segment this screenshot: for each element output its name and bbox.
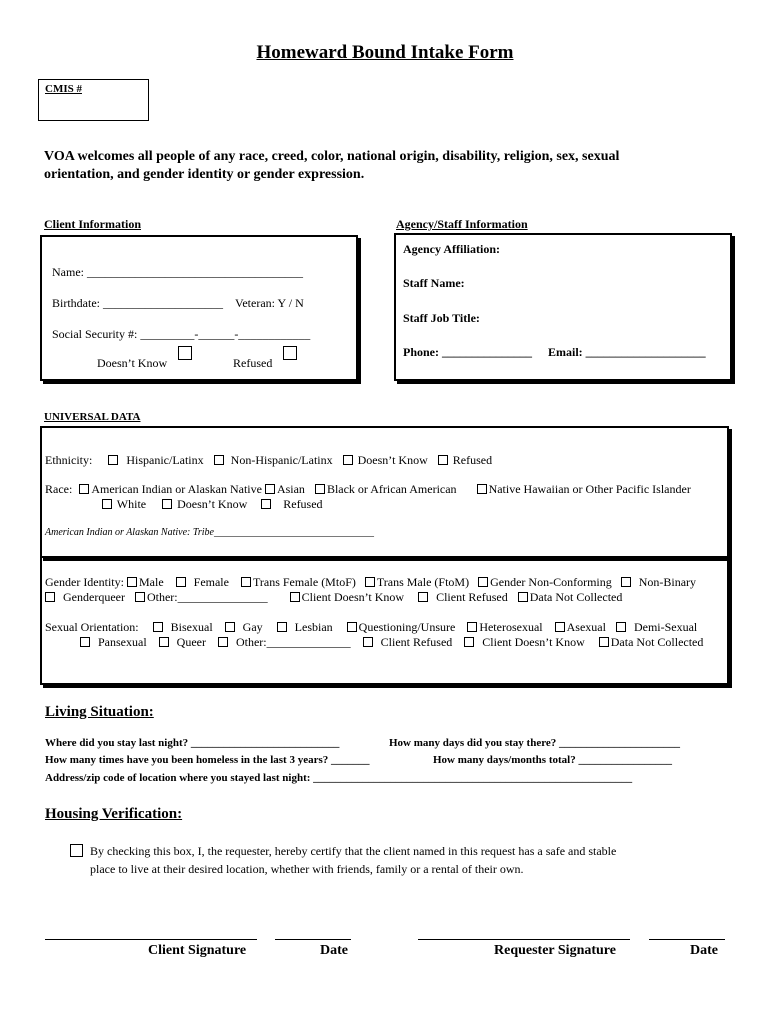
days-months-total-field[interactable]: How many days/months total? _________________ bbox=[433, 754, 672, 766]
gender-option: Trans Male (FtoM) bbox=[376, 575, 470, 589]
race-american-indian-checkbox[interactable] bbox=[79, 484, 89, 494]
ethnicity-option: Hispanic/Latinx bbox=[126, 453, 204, 467]
gender-option: Client Refused bbox=[436, 590, 508, 604]
requester-signature-label: Requester Signature bbox=[494, 943, 616, 958]
orientation-row-1 bbox=[45, 620, 697, 635]
race-doesnt-know-checkbox[interactable] bbox=[162, 499, 172, 509]
orientation-option: Demi-Sexual bbox=[633, 620, 698, 634]
race-option: Native Hawaiian or Other Pacific Islander bbox=[488, 482, 691, 496]
agency-affiliation-field[interactable]: Agency Affiliation: bbox=[403, 242, 500, 256]
phone-field[interactable]: Phone: _______________ bbox=[403, 345, 532, 359]
gender-option: Genderqueer bbox=[63, 590, 125, 604]
welcome-statement bbox=[44, 148, 619, 184]
address-zip-field[interactable]: Address/zip code of location where you stayed last night: __________________________________________________________ bbox=[45, 772, 633, 784]
gender-option: Trans Female (MtoF) bbox=[252, 575, 356, 589]
tribe-field[interactable]: American Indian or Alaskan Native: Tribe________________________________ bbox=[45, 527, 374, 538]
orientation-data-not-collected-checkbox[interactable] bbox=[599, 637, 609, 647]
requester-date-label: Date bbox=[690, 943, 718, 958]
welcome-line-1: VOA welcomes all people of any race, creed, color, national origin, disability, religion, sex, sexual bbox=[44, 149, 620, 164]
race-native-hawaiian-checkbox[interactable] bbox=[477, 484, 487, 494]
orientation-demi-sexual-checkbox[interactable] bbox=[616, 622, 626, 632]
race-asian-checkbox[interactable] bbox=[265, 484, 275, 494]
cmis-label: CMIS # bbox=[45, 83, 82, 95]
ethnicity-label: Ethnicity: bbox=[45, 453, 93, 467]
gender-other-checkbox[interactable] bbox=[135, 592, 145, 602]
race-white-checkbox[interactable] bbox=[102, 499, 112, 509]
gender-other-field[interactable]: Other:_______________ bbox=[146, 590, 268, 604]
race-option: Refused bbox=[283, 497, 323, 511]
orientation-other-field[interactable]: Other:______________ bbox=[235, 635, 351, 649]
gender-trans-female-checkbox[interactable] bbox=[241, 577, 251, 587]
orientation-row-2 bbox=[80, 635, 703, 650]
gender-option: Non-Binary bbox=[638, 575, 697, 589]
ssn-doesnt-know-label: Doesn’t Know bbox=[97, 356, 168, 370]
gender-option: Male bbox=[138, 575, 164, 589]
orientation-lesbian-checkbox[interactable] bbox=[277, 622, 287, 632]
days-stayed-field[interactable]: How many days did you stay there? ______________________ bbox=[389, 737, 681, 749]
client-info-heading: Client Information bbox=[44, 217, 141, 231]
ethnicity-doesnt-know-checkbox[interactable] bbox=[343, 455, 353, 465]
ethnicity-non-hispanic-checkbox[interactable] bbox=[214, 455, 224, 465]
gender-data-not-collected-checkbox[interactable] bbox=[518, 592, 528, 602]
gender-non-binary-checkbox[interactable] bbox=[621, 577, 631, 587]
orientation-option: Questioning/Unsure bbox=[358, 620, 456, 634]
gender-genderqueer-checkbox[interactable] bbox=[45, 592, 55, 602]
race-option: American Indian or Alaskan Native bbox=[91, 482, 262, 496]
gender-option: Female bbox=[193, 575, 229, 589]
gender-label: Gender Identity: bbox=[45, 575, 124, 589]
welcome-line-2: orientation, and gender identity or gender expression. bbox=[44, 167, 365, 182]
orientation-client-doesnt-know-checkbox[interactable] bbox=[464, 637, 474, 647]
universal-data-heading: UNIVERSAL DATA bbox=[44, 411, 141, 423]
race-option: Black or African American bbox=[326, 482, 457, 496]
gender-option: Data Not Collected bbox=[529, 590, 623, 604]
orientation-other-checkbox[interactable] bbox=[218, 637, 228, 647]
orientation-pansexual-checkbox[interactable] bbox=[80, 637, 90, 647]
orientation-bisexual-checkbox[interactable] bbox=[153, 622, 163, 632]
last-night-field[interactable]: Where did you stay last night? ___________________________ bbox=[45, 737, 340, 749]
orientation-option: Client Doesn’t Know bbox=[482, 635, 585, 649]
orientation-option: Asexual bbox=[566, 620, 606, 634]
housing-line-2: place to live at their desired location, whether with friends, family or a rental of their own. bbox=[90, 862, 524, 876]
cmis-box[interactable] bbox=[38, 79, 149, 121]
email-field[interactable]: Email: ____________________ bbox=[548, 345, 706, 359]
orientation-asexual-checkbox[interactable] bbox=[555, 622, 565, 632]
ethnicity-hispanic-checkbox[interactable] bbox=[108, 455, 118, 465]
housing-certification-text bbox=[90, 842, 616, 878]
living-situation-heading: Living Situation: bbox=[45, 704, 154, 720]
ssn-refused-label: Refused bbox=[233, 356, 273, 370]
agency-info-box bbox=[394, 233, 732, 381]
orientation-questioning-checkbox[interactable] bbox=[347, 622, 357, 632]
gender-row-2 bbox=[45, 590, 622, 605]
gender-option: Client Doesn’t Know bbox=[301, 590, 405, 604]
staff-job-title-field[interactable]: Staff Job Title: bbox=[403, 311, 480, 325]
gender-non-conforming-checkbox[interactable] bbox=[478, 577, 488, 587]
orientation-option: Client Refused bbox=[380, 635, 453, 649]
gender-client-doesnt-know-checkbox[interactable] bbox=[290, 592, 300, 602]
race-refused-checkbox[interactable] bbox=[261, 499, 271, 509]
housing-verification-heading: Housing Verification: bbox=[45, 806, 183, 822]
race-row-2 bbox=[102, 497, 323, 512]
race-option: Doesn’t Know bbox=[177, 497, 248, 511]
gender-male-checkbox[interactable] bbox=[127, 577, 137, 587]
agency-info-heading: Agency/Staff Information bbox=[396, 217, 528, 231]
orientation-gay-checkbox[interactable] bbox=[225, 622, 235, 632]
requester-signature-line[interactable] bbox=[418, 939, 630, 940]
race-option: White bbox=[116, 497, 147, 511]
orientation-label: Sexual Orientation: bbox=[45, 620, 139, 634]
veteran-field[interactable]: Veteran: Y / N bbox=[235, 296, 304, 310]
gender-trans-male-checkbox[interactable] bbox=[365, 577, 375, 587]
client-signature-line[interactable] bbox=[45, 939, 257, 940]
orientation-option: Bisexual bbox=[170, 620, 213, 634]
gender-client-refused-checkbox[interactable] bbox=[418, 592, 428, 602]
client-info-box bbox=[40, 235, 358, 381]
race-black-checkbox[interactable] bbox=[315, 484, 325, 494]
name-field[interactable]: Name: ____________________________________ bbox=[52, 265, 303, 279]
orientation-option: Heterosexual bbox=[479, 620, 543, 634]
orientation-option: Pansexual bbox=[98, 635, 147, 649]
gender-option: Gender Non-Conforming bbox=[490, 575, 612, 589]
ethnicity-refused-checkbox[interactable] bbox=[438, 455, 448, 465]
gender-row-1 bbox=[45, 575, 696, 590]
orientation-option: Data Not Collected bbox=[610, 635, 704, 649]
staff-name-field[interactable]: Staff Name: bbox=[403, 276, 465, 290]
orientation-option: Queer bbox=[176, 635, 206, 649]
ssn-field[interactable]: Social Security #: _________-______-____________ bbox=[52, 327, 311, 341]
race-row-1 bbox=[45, 482, 691, 497]
ethnicity-option: Non-Hispanic/Latinx bbox=[230, 453, 333, 467]
requester-date-line[interactable] bbox=[649, 939, 725, 940]
times-homeless-field[interactable]: How many times have you been homeless in the last 3 years? _______ bbox=[45, 754, 370, 766]
orientation-option: Lesbian bbox=[294, 620, 333, 634]
client-signature-label: Client Signature bbox=[148, 943, 247, 958]
client-date-line[interactable] bbox=[275, 939, 351, 940]
ethnicity-option: Refused bbox=[452, 453, 493, 467]
ethnicity-row bbox=[45, 453, 492, 468]
ssn-doesnt-know-checkbox[interactable] bbox=[178, 346, 192, 360]
page-title: Homeward Bound Intake Form bbox=[256, 42, 514, 63]
orientation-queer-checkbox[interactable] bbox=[159, 637, 169, 647]
race-label: Race: bbox=[45, 482, 73, 496]
ssn-refused-checkbox[interactable] bbox=[283, 346, 297, 360]
client-date-label: Date bbox=[320, 943, 348, 958]
birthdate-field[interactable]: Birthdate: ____________________ bbox=[52, 296, 223, 310]
housing-certify-checkbox[interactable] bbox=[70, 844, 83, 857]
orientation-option: Gay bbox=[242, 620, 263, 634]
orientation-client-refused-checkbox[interactable] bbox=[363, 637, 373, 647]
housing-line-1: By checking this box, I, the requester, hereby certify that the client named in this request has a safe and stable bbox=[90, 844, 617, 858]
ethnicity-option: Doesn’t Know bbox=[357, 453, 428, 467]
race-option: Asian bbox=[276, 482, 305, 496]
gender-female-checkbox[interactable] bbox=[176, 577, 186, 587]
orientation-heterosexual-checkbox[interactable] bbox=[467, 622, 477, 632]
